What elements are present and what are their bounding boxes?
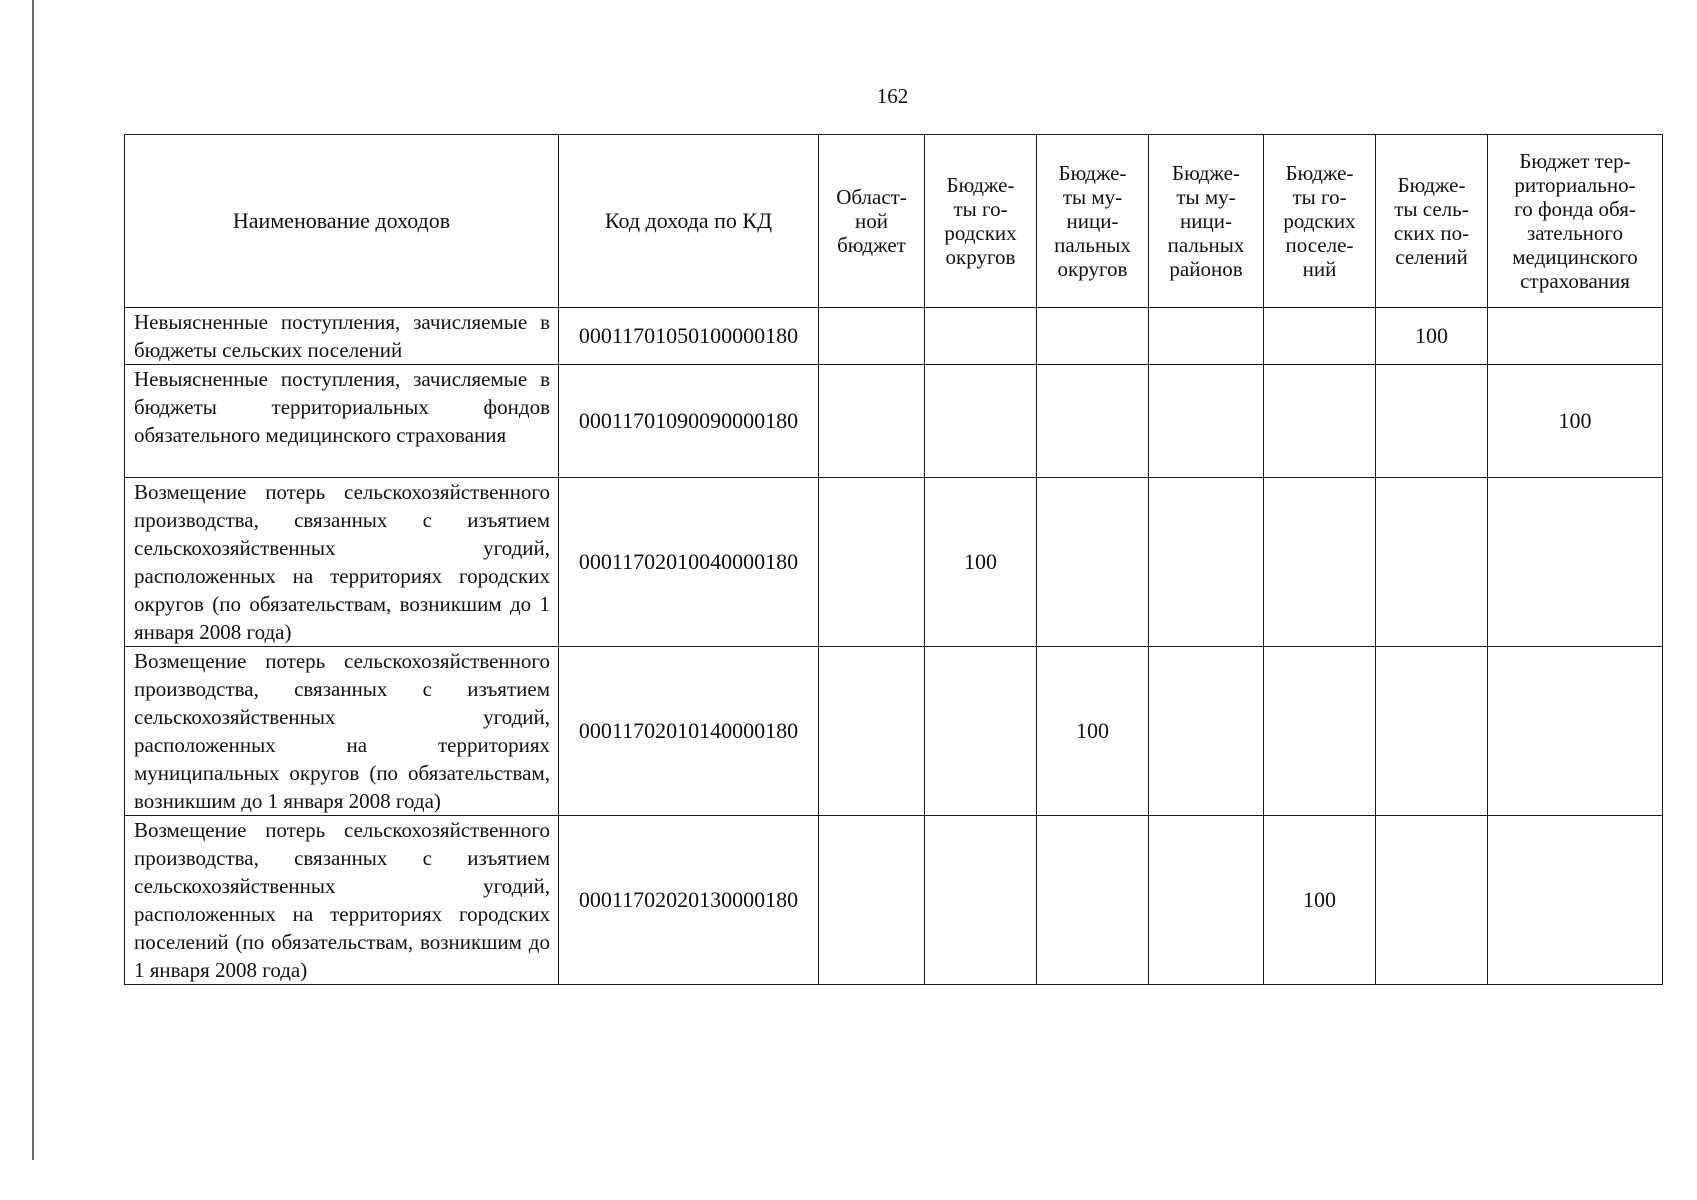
income-table: [124, 134, 1663, 985]
header-cell-municipal-district-budgets: [1037, 135, 1149, 308]
binding-line: [32, 0, 34, 1160]
header-cell-health-insurance-fund-budget: [1488, 135, 1663, 308]
value-cell: [1488, 478, 1663, 647]
header-cell-municipal-region-budgets: [1149, 135, 1264, 308]
value-cell: 100: [1376, 308, 1488, 365]
income-code-cell: 00011702010040000180: [559, 478, 819, 647]
value-cell: [1264, 365, 1376, 478]
value-cell: [1149, 647, 1264, 816]
header-row: [125, 135, 1663, 308]
value-cell: [1488, 816, 1663, 985]
table-row: [125, 816, 1663, 985]
value-cell: [1376, 647, 1488, 816]
value-cell: [1488, 308, 1663, 365]
income-name-cell: Возмещение потерь сельскохозяйственного производства, связанных с изъятием сельскохозяйственных угодий, расположенных на территориях городских поселений (по обязательствам, возникшим до 1 января 2008 года): [125, 816, 559, 985]
value-cell: [1037, 816, 1149, 985]
value-cell: [1264, 308, 1376, 365]
header-label: Бюджет тер- риториально- го фонда обя- зательного медицинского страхования: [1512, 149, 1638, 293]
value-cell: [1037, 308, 1149, 365]
header-label: Наименование доходов: [232, 208, 451, 233]
header-label: Код дохода по КД: [604, 208, 773, 233]
header-cell-rural-settlement-budgets: [1376, 135, 1488, 308]
table-row: [125, 647, 1663, 816]
value-cell: [1376, 365, 1488, 478]
income-name-cell: Невыясненные поступления, зачисляемые в бюджеты сельских поселений: [125, 308, 559, 365]
income-code-cell: 00011701090090000180: [559, 365, 819, 478]
header-label: Област- ной бюджет: [836, 185, 907, 257]
value-cell: [1149, 816, 1264, 985]
value-cell: [819, 365, 925, 478]
value-cell: [819, 478, 925, 647]
value-cell: [1264, 647, 1376, 816]
page-number: 162: [876, 84, 909, 108]
header-label: Бюдже- ты сель- ских по- селений: [1393, 173, 1470, 269]
value-cell: [819, 647, 925, 816]
income-name-cell: Возмещение потерь сельскохозяйственного производства, связанных с изъятием сельскохозяйственных угодий, расположенных на территориях городских округов (по обязательствам, возникшим до 1 января 2008 года): [125, 478, 559, 647]
value-cell: [1149, 365, 1264, 478]
header-cell-regional-budget: [819, 135, 925, 308]
value-cell: [1376, 478, 1488, 647]
value-cell: [1488, 647, 1663, 816]
value-cell: [1376, 816, 1488, 985]
value-cell: [1149, 478, 1264, 647]
header-cell-income-code: [559, 135, 819, 308]
table-row: [125, 365, 1663, 478]
income-code-cell: 00011702020130000180: [559, 816, 819, 985]
header-label: Бюдже- ты му- ници- пальных округов: [1054, 161, 1131, 281]
value-cell: [925, 816, 1037, 985]
header-label: Бюдже- ты го- родских поселе- ний: [1283, 161, 1356, 281]
value-cell: [819, 308, 925, 365]
value-cell: 100: [1037, 647, 1149, 816]
value-cell: [925, 647, 1037, 816]
value-cell: 100: [1264, 816, 1376, 985]
header-label: Бюдже- ты го- родских округов: [944, 173, 1017, 269]
table-row: [125, 478, 1663, 647]
income-code-cell: 00011702010140000180: [559, 647, 819, 816]
header-cell-income-name: [125, 135, 559, 308]
income-code-cell: 00011701050100000180: [559, 308, 819, 365]
header-cell-urban-settlement-budgets: [1264, 135, 1376, 308]
value-cell: [819, 816, 925, 985]
value-cell: 100: [1488, 365, 1663, 478]
value-cell: [925, 308, 1037, 365]
table-row: [125, 308, 1663, 365]
header-label: Бюдже- ты му- ници- пальных районов: [1167, 161, 1245, 281]
income-name-cell: Невыясненные поступления, зачисляемые в бюджеты территориальных фондов обязательного медицинского страхования: [125, 365, 559, 478]
value-cell: [1149, 308, 1264, 365]
value-cell: [1037, 365, 1149, 478]
header-cell-city-district-budgets: [925, 135, 1037, 308]
value-cell: [1264, 478, 1376, 647]
income-name-cell: Возмещение потерь сельскохозяйственного производства, связанных с изъятием сельскохозяйственных угодий, расположенных на территориях муниципальных округов (по обязательствам, возникшим до 1 января 2008 года): [125, 647, 559, 816]
value-cell: [1037, 478, 1149, 647]
value-cell: 100: [925, 478, 1037, 647]
value-cell: [925, 365, 1037, 478]
